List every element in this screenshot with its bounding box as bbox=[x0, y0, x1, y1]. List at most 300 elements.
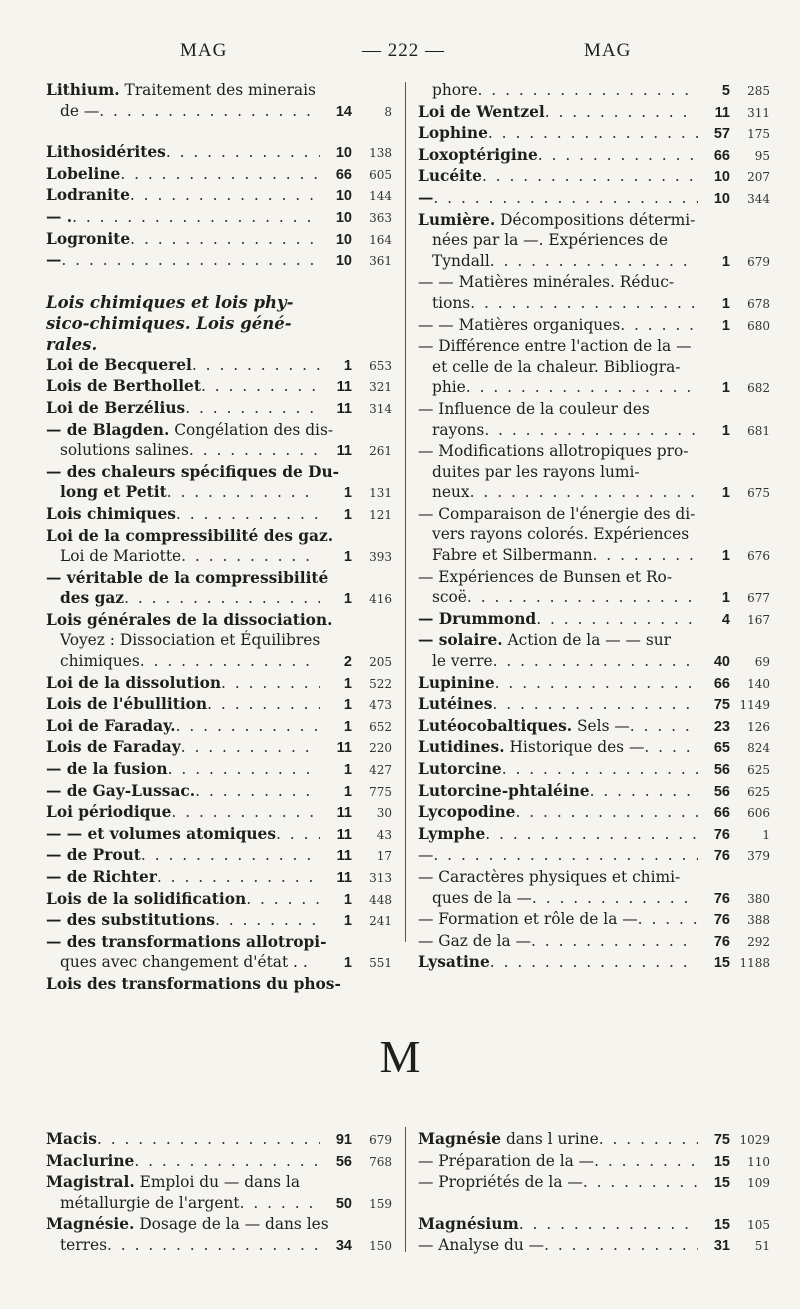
entry-text bbox=[46, 398, 320, 419]
entry-label bbox=[418, 716, 630, 737]
dot-leader bbox=[433, 188, 698, 209]
index-entry bbox=[46, 142, 392, 164]
dot-leader bbox=[531, 931, 698, 952]
volume-number: 76 bbox=[713, 933, 730, 950]
index-entry bbox=[46, 781, 392, 803]
dot-leader bbox=[630, 716, 698, 737]
index-entry bbox=[418, 694, 770, 716]
entry-description: — Influence de la couleur des bbox=[418, 399, 650, 418]
volume-number: 75 bbox=[713, 1132, 730, 1148]
page-reference: 109 bbox=[747, 1176, 770, 1191]
dot-leader bbox=[433, 845, 698, 866]
index-entry bbox=[46, 1151, 392, 1173]
page-reference: 824 bbox=[747, 741, 770, 756]
entry-text bbox=[46, 694, 320, 715]
index-entry bbox=[46, 250, 392, 272]
entry-label bbox=[46, 952, 320, 973]
dot-leader bbox=[246, 889, 320, 910]
index-entry bbox=[46, 889, 392, 911]
volume-number: 31 bbox=[713, 1238, 730, 1255]
volume-number: 66 bbox=[713, 805, 730, 822]
entry-text bbox=[46, 1129, 320, 1150]
page-reference: 775 bbox=[369, 784, 392, 799]
dot-leader bbox=[195, 781, 320, 802]
dot-leader bbox=[166, 142, 320, 163]
dot-leader bbox=[495, 673, 698, 694]
entry-heading: Lobeline bbox=[46, 164, 121, 183]
volume-number: 66 bbox=[335, 166, 352, 183]
column-separator-lower bbox=[405, 1127, 406, 1252]
entry-text bbox=[418, 1151, 698, 1172]
page-reference: 43 bbox=[376, 827, 392, 842]
entry-label bbox=[418, 587, 467, 608]
entry-label bbox=[46, 932, 326, 953]
entry-text bbox=[418, 188, 698, 209]
dot-leader bbox=[215, 910, 320, 931]
volume-number: 1 bbox=[721, 590, 730, 607]
volume-number: 1 bbox=[343, 718, 352, 735]
entry-description: Emploi du — dans la bbox=[134, 1173, 301, 1192]
index-entry bbox=[46, 164, 392, 186]
entry-description: Voyez : Dissociation et Équilibres bbox=[60, 631, 321, 650]
dot-leader bbox=[638, 909, 698, 930]
volume-number: 75 bbox=[713, 697, 730, 714]
page-reference: 314 bbox=[369, 401, 392, 416]
header-left-keyword: MAG bbox=[180, 40, 228, 61]
entry-text bbox=[418, 867, 770, 888]
entry-description: — — Matières organiques bbox=[418, 315, 621, 334]
volume-number: 4 bbox=[721, 611, 730, 628]
entry-text bbox=[46, 80, 392, 101]
entry-label bbox=[46, 974, 341, 995]
dot-leader bbox=[620, 315, 698, 336]
entry-label bbox=[46, 737, 181, 758]
entry-heading: Loi de Wentzel bbox=[418, 102, 545, 121]
volume-number: 1 bbox=[343, 783, 352, 800]
index-entry bbox=[46, 694, 392, 716]
index-entry bbox=[418, 188, 770, 210]
page-reference: 679 bbox=[747, 254, 770, 269]
entry-text bbox=[418, 357, 770, 378]
entry-label bbox=[418, 931, 531, 952]
index-entry bbox=[418, 737, 770, 759]
entry-description: chimiques bbox=[60, 652, 140, 671]
entry-description: le verre bbox=[432, 652, 493, 671]
index-entry bbox=[418, 504, 770, 525]
index-entry bbox=[418, 377, 770, 399]
index-entry bbox=[46, 651, 392, 673]
index-entry bbox=[46, 952, 392, 974]
entry-label bbox=[46, 889, 246, 910]
entry-description: Tyndall bbox=[432, 251, 490, 270]
entry-heading: Lutidines. bbox=[418, 738, 505, 757]
index-entry bbox=[418, 952, 770, 974]
entry-description: phie bbox=[432, 378, 466, 397]
entry-text bbox=[418, 673, 698, 694]
entry-heading: Lois de Faraday bbox=[46, 738, 181, 757]
index-entry bbox=[46, 1193, 392, 1215]
entry-heading: — de la fusion bbox=[46, 760, 168, 779]
entry-text bbox=[418, 1235, 698, 1256]
entry-text bbox=[46, 568, 392, 589]
entry-description: Loi de Mariotte bbox=[60, 547, 182, 566]
entry-label bbox=[418, 1172, 583, 1193]
page-reference: 140 bbox=[747, 676, 770, 691]
volume-number: 10 bbox=[713, 169, 730, 186]
page-reference: 8 bbox=[384, 104, 392, 119]
dot-leader bbox=[644, 737, 698, 758]
entry-text bbox=[418, 909, 698, 930]
entry-text bbox=[418, 272, 770, 293]
dot-leader bbox=[482, 166, 698, 187]
entry-description: — — Matières minérales. Réduc- bbox=[418, 273, 675, 292]
entry-text bbox=[418, 716, 698, 737]
entry-text bbox=[46, 952, 320, 973]
entry-description: Sels — bbox=[572, 716, 630, 735]
volume-number: 66 bbox=[713, 675, 730, 692]
dot-leader bbox=[467, 587, 698, 608]
entry-text bbox=[418, 123, 698, 144]
entry-heading: — de Richter bbox=[46, 868, 157, 886]
volume-number: 1 bbox=[343, 762, 352, 779]
dot-leader bbox=[488, 123, 698, 144]
entry-heading: Lois de la solidification bbox=[46, 889, 247, 908]
page-reference: 51 bbox=[754, 1239, 770, 1254]
index-entry bbox=[46, 420, 392, 441]
entry-heading: Loi de la dissolution bbox=[46, 673, 222, 692]
page-reference: 679 bbox=[369, 1133, 392, 1147]
entry-heading: — bbox=[418, 188, 434, 207]
entry-label bbox=[46, 1151, 134, 1172]
entry-label bbox=[418, 230, 668, 251]
entry-label bbox=[46, 910, 215, 931]
entry-heading: Macis bbox=[46, 1130, 97, 1148]
dot-leader bbox=[538, 145, 698, 166]
volume-number: 10 bbox=[713, 190, 730, 207]
entry-label bbox=[46, 630, 320, 651]
page-reference: 682 bbox=[747, 381, 770, 396]
page-reference: 167 bbox=[747, 612, 770, 627]
index-entry bbox=[418, 336, 770, 357]
entry-label bbox=[418, 123, 488, 144]
entry-heading: Magnésie. bbox=[46, 1215, 135, 1234]
column-separator-upper bbox=[405, 82, 406, 942]
dot-leader bbox=[544, 1235, 698, 1256]
volume-number: 15 bbox=[713, 1153, 730, 1170]
volume-number: 11 bbox=[336, 826, 352, 843]
entry-description: Traitement des minerais bbox=[119, 81, 316, 99]
page-reference: 110 bbox=[747, 1154, 770, 1169]
page-reference: 164 bbox=[369, 232, 392, 247]
entry-label bbox=[418, 524, 689, 545]
entry-heading: Lithium. bbox=[46, 81, 120, 99]
entry-label bbox=[46, 1129, 97, 1150]
dot-leader bbox=[134, 1151, 320, 1172]
entry-label bbox=[46, 845, 141, 866]
entry-text bbox=[418, 1214, 698, 1235]
entry-description: rayons bbox=[432, 420, 485, 439]
entry-text bbox=[46, 974, 392, 995]
page-reference: 311 bbox=[747, 105, 770, 120]
entry-heading: Lois de l'ébullition bbox=[46, 695, 208, 714]
entry-label bbox=[418, 781, 590, 802]
entry-text bbox=[418, 524, 770, 545]
index-column-lower-right bbox=[418, 1129, 770, 1257]
index-entry bbox=[418, 293, 770, 315]
index-entry bbox=[418, 230, 770, 251]
index-entry bbox=[418, 824, 770, 846]
entry-text bbox=[46, 376, 320, 397]
dot-leader bbox=[167, 482, 320, 503]
dot-leader bbox=[593, 545, 698, 566]
entry-label bbox=[418, 1151, 594, 1172]
entry-description: — Caractères physiques et chimi- bbox=[418, 867, 681, 886]
page-reference: 144 bbox=[369, 189, 392, 204]
entry-label bbox=[46, 1214, 329, 1235]
entry-text bbox=[46, 1151, 320, 1172]
entry-heading: Lutéines bbox=[418, 695, 493, 714]
section-title-line: sico-chimiques. Lois géné- bbox=[46, 313, 292, 333]
entry-description: de — bbox=[60, 101, 100, 120]
page-reference: 678 bbox=[747, 296, 770, 311]
entry-text bbox=[418, 102, 698, 123]
entry-text bbox=[418, 251, 698, 272]
entry-text bbox=[46, 250, 320, 271]
entry-text bbox=[46, 630, 392, 651]
entry-label bbox=[46, 568, 328, 589]
entry-heading: — véritable de la compressibilité bbox=[46, 568, 329, 587]
entry-description: Décompositions détermi- bbox=[495, 210, 696, 229]
dot-leader bbox=[493, 651, 698, 672]
index-entry bbox=[418, 845, 770, 867]
entry-label bbox=[46, 759, 168, 780]
page-reference: 768 bbox=[369, 1154, 392, 1169]
entry-spacer bbox=[46, 122, 392, 142]
dot-leader bbox=[502, 759, 698, 780]
index-section-title bbox=[46, 292, 392, 355]
volume-number: 15 bbox=[713, 955, 730, 972]
entry-description: — Préparation de la — bbox=[418, 1151, 595, 1170]
page-reference: 379 bbox=[747, 849, 770, 864]
entry-text bbox=[418, 931, 698, 952]
page-reference: 625 bbox=[747, 784, 770, 799]
dot-leader bbox=[72, 207, 320, 228]
dot-leader bbox=[490, 251, 698, 272]
dot-leader bbox=[485, 824, 698, 845]
entry-label bbox=[46, 802, 171, 823]
entry-text bbox=[418, 462, 770, 483]
header-right-keyword: MAG bbox=[584, 40, 632, 61]
page-reference: 241 bbox=[369, 914, 392, 929]
entry-description: — Gaz de la — bbox=[418, 931, 531, 950]
index-entry bbox=[46, 1129, 392, 1151]
dot-leader bbox=[99, 101, 320, 122]
volume-number: 76 bbox=[713, 890, 730, 907]
entry-heading: Maclurine bbox=[46, 1151, 135, 1170]
entry-heading: — Drummond bbox=[418, 609, 537, 628]
entry-label bbox=[46, 1172, 300, 1193]
index-entry bbox=[46, 737, 392, 759]
dot-leader bbox=[185, 398, 320, 419]
dot-leader bbox=[519, 1214, 698, 1235]
page-reference: 1 bbox=[762, 827, 770, 842]
entry-description: Action de la — — sur bbox=[502, 631, 671, 650]
entry-text bbox=[46, 229, 320, 250]
entry-text bbox=[418, 420, 698, 441]
page-reference: 676 bbox=[747, 549, 770, 564]
dot-leader bbox=[140, 651, 320, 672]
index-entry bbox=[46, 974, 392, 995]
index-entry bbox=[46, 610, 392, 631]
entry-heading: Lois des transformations du phos- bbox=[46, 974, 341, 993]
index-entry bbox=[46, 101, 392, 123]
entry-label bbox=[46, 651, 140, 672]
dot-leader bbox=[176, 716, 320, 737]
page-reference: 1149 bbox=[739, 698, 770, 713]
index-entry bbox=[418, 567, 770, 588]
entry-text bbox=[418, 587, 698, 608]
page-reference: 69 bbox=[754, 655, 770, 670]
index-column-upper-right bbox=[418, 80, 770, 974]
entry-text bbox=[46, 845, 320, 866]
dot-leader bbox=[189, 440, 320, 461]
entry-text bbox=[418, 210, 770, 231]
entry-text bbox=[46, 101, 320, 122]
entry-label bbox=[46, 673, 221, 694]
entry-text bbox=[46, 889, 320, 910]
entry-text bbox=[418, 609, 698, 630]
entry-text bbox=[418, 80, 698, 101]
entry-heading: Loxoptérigine bbox=[418, 145, 538, 164]
index-entry bbox=[418, 1129, 770, 1151]
index-entry bbox=[418, 587, 770, 609]
entry-text bbox=[46, 651, 320, 672]
entry-text bbox=[418, 952, 698, 973]
entry-label bbox=[418, 694, 492, 715]
entry-heading: long et Petit bbox=[60, 483, 167, 502]
entry-text bbox=[46, 420, 392, 441]
entry-label bbox=[418, 673, 495, 694]
entry-heading: — des substitutions bbox=[46, 911, 215, 930]
entry-label bbox=[46, 80, 316, 101]
entry-heading: Loi de la compressibilité des gaz. bbox=[46, 526, 334, 545]
dot-leader bbox=[201, 376, 320, 397]
entry-label bbox=[418, 315, 620, 336]
entry-text bbox=[46, 526, 392, 547]
page-reference: 105 bbox=[747, 1217, 770, 1232]
entry-heading: Lupinine bbox=[418, 673, 495, 692]
entry-text bbox=[418, 737, 698, 758]
entry-heading: — des chaleurs spécifiques de Du- bbox=[46, 462, 340, 481]
entry-label bbox=[46, 482, 167, 503]
entry-label bbox=[418, 867, 680, 888]
entry-description: phore bbox=[432, 81, 478, 99]
index-entry bbox=[418, 441, 770, 462]
index-entry bbox=[418, 357, 770, 378]
volume-number: 11 bbox=[714, 104, 730, 121]
entry-label bbox=[418, 102, 545, 123]
entry-heading: Magistral. bbox=[46, 1173, 135, 1192]
entry-label bbox=[418, 462, 640, 483]
dot-leader bbox=[61, 250, 320, 271]
volume-number: 11 bbox=[336, 379, 352, 396]
entry-text bbox=[418, 336, 770, 357]
entry-text bbox=[418, 145, 698, 166]
entry-text bbox=[418, 759, 698, 780]
page-reference: 388 bbox=[747, 913, 770, 928]
entry-label bbox=[46, 101, 99, 122]
entry-spacer bbox=[46, 272, 392, 292]
entry-heading: Lucéite bbox=[418, 167, 482, 186]
entry-text bbox=[46, 588, 320, 609]
index-entry bbox=[418, 166, 770, 188]
entry-heading: — — et volumes atomiques bbox=[46, 824, 276, 843]
page-reference: 363 bbox=[369, 210, 392, 225]
volume-number: 50 bbox=[335, 1195, 352, 1212]
entry-description: et celle de la chaleur. Bibliogra- bbox=[432, 357, 681, 376]
page-reference: 95 bbox=[754, 148, 770, 163]
dot-leader bbox=[594, 1151, 698, 1172]
entry-heading: Lutorcine-phtaléine bbox=[418, 781, 590, 800]
entry-label bbox=[46, 526, 333, 547]
entry-heading: Lutorcine bbox=[418, 760, 502, 778]
entry-text bbox=[46, 462, 392, 483]
volume-number: 1 bbox=[721, 485, 730, 502]
page-reference: 677 bbox=[747, 591, 770, 606]
section-letter: M bbox=[379, 1031, 421, 1082]
dot-leader bbox=[192, 355, 320, 376]
entry-heading: Lois de Berthollet bbox=[46, 377, 201, 396]
page-reference: 126 bbox=[747, 719, 770, 734]
entry-label bbox=[418, 336, 692, 357]
volume-number: 57 bbox=[713, 126, 730, 143]
volume-number: 1 bbox=[343, 697, 352, 714]
index-entry bbox=[46, 526, 392, 547]
volume-number: 1 bbox=[343, 485, 352, 502]
entry-text bbox=[418, 845, 698, 866]
page-reference: 448 bbox=[369, 892, 392, 907]
entry-text bbox=[46, 207, 320, 228]
entry-label bbox=[46, 229, 130, 250]
entry-text bbox=[418, 441, 770, 462]
entry-label bbox=[46, 462, 339, 483]
entry-text bbox=[46, 440, 320, 461]
page-reference: 220 bbox=[369, 741, 392, 756]
dot-leader bbox=[168, 759, 320, 780]
entry-label bbox=[46, 716, 176, 737]
index-entry bbox=[46, 440, 392, 462]
index-entry bbox=[46, 185, 392, 207]
dot-leader bbox=[130, 229, 320, 250]
entry-text bbox=[418, 293, 698, 314]
volume-number: 1 bbox=[721, 422, 730, 439]
volume-number: 11 bbox=[336, 848, 352, 865]
index-entry bbox=[418, 781, 770, 803]
page-reference: 138 bbox=[369, 146, 392, 161]
entry-text bbox=[46, 673, 320, 694]
entry-label bbox=[46, 504, 176, 525]
entry-text bbox=[46, 482, 320, 503]
entry-heading: — bbox=[46, 251, 62, 270]
entry-description: solutions salines bbox=[60, 441, 189, 460]
entry-label bbox=[418, 482, 470, 503]
index-entry bbox=[46, 482, 392, 504]
page-reference: 30 bbox=[376, 806, 392, 821]
entry-text bbox=[46, 142, 320, 163]
volume-number: 91 bbox=[335, 1132, 352, 1148]
entry-heading: Magnésie bbox=[418, 1130, 502, 1148]
entry-label bbox=[418, 272, 674, 293]
